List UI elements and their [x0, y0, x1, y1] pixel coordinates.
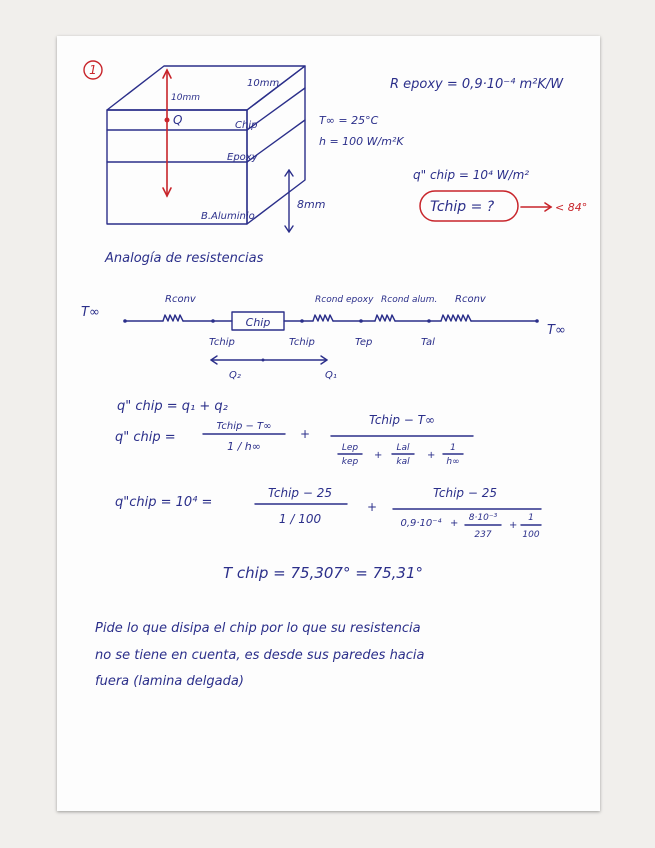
given-h: h = 100 W/m²K [319, 135, 404, 148]
svg-text:kep: kep [341, 457, 359, 467]
node-label-tchip-2: Tchip [289, 337, 315, 348]
left-dimension: 10mm [171, 93, 200, 103]
heat-label: Q [173, 113, 183, 127]
equation-general [115, 413, 473, 467]
r-cond-epoxy-label: Rcond epoxy [315, 295, 374, 305]
svg-text:0,9·10⁻⁴: 0,9·10⁻⁴ [400, 518, 442, 529]
result-t-chip: T chip = 75,307° = 75,31° [223, 564, 424, 582]
flow-q2: Q₂ [229, 370, 241, 381]
unknown-t-chip: Tchip = ? [430, 199, 495, 215]
r-conv-right-label: Rconv [455, 294, 486, 305]
svg-text:1 / 100: 1 / 100 [278, 512, 322, 526]
note-line-3: fuera (lamina delgada) [95, 674, 244, 689]
note-line-1: Pide lo que disipa el chip por lo que su resistencia [95, 621, 421, 636]
top-dimension: 10mm [247, 78, 280, 89]
svg-text:1: 1 [450, 443, 456, 453]
svg-text:Tchip − 25: Tchip − 25 [433, 486, 497, 500]
t-inf-left: T∞ [81, 305, 100, 320]
svg-text:q"chip = 10⁴ =: q"chip = 10⁴ = [115, 495, 213, 510]
layered-block-diagram [107, 66, 305, 232]
svg-text:+: + [450, 518, 459, 529]
note-line-2: no se tiene en cuenta, es desde sus paredes hacia [95, 648, 425, 663]
given-t-inf: T∞ = 25°C [319, 114, 379, 127]
handwritten-solution [57, 36, 600, 811]
resistance-circuit [123, 312, 539, 364]
node-label-tchip-1: Tchip [209, 337, 235, 348]
layer-chip-label: Chip [235, 120, 258, 131]
svg-text:Tchip − 25: Tchip − 25 [268, 486, 332, 500]
node-label-tal: Tal [421, 337, 435, 348]
problem-number [84, 61, 102, 79]
svg-text:+: + [427, 450, 436, 461]
constraint-note: < 84° [555, 201, 588, 214]
svg-text:+: + [367, 500, 378, 514]
svg-text:+: + [300, 427, 311, 441]
t-inf-right: T∞ [547, 323, 566, 338]
r-cond-alum-label: Rcond alum. [381, 295, 438, 305]
svg-text:+: + [374, 450, 383, 461]
svg-text:1: 1 [89, 63, 97, 77]
svg-text:100: 100 [522, 530, 540, 540]
given-r-epoxy: R epoxy = 0,9·10⁻⁴ m²K/W [390, 77, 564, 92]
equation-numeric [115, 486, 541, 540]
layer-aluminum-label: B.Aluminio [201, 211, 255, 222]
svg-text:kal: kal [396, 457, 410, 467]
svg-text:Tchip − T∞: Tchip − T∞ [216, 421, 272, 432]
svg-text:1 / h∞: 1 / h∞ [227, 440, 261, 453]
flow-q1: Q₁ [325, 370, 337, 381]
notebook-page [57, 36, 600, 811]
svg-text:+: + [509, 520, 518, 531]
svg-text:Lal: Lal [396, 443, 410, 453]
svg-text:237: 237 [474, 530, 492, 540]
layer-epoxy-label: Epoxy [227, 152, 258, 163]
node-label-tep: Tep [355, 337, 373, 348]
chip-box-label: Chip [245, 316, 271, 329]
svg-text:1: 1 [528, 513, 534, 523]
svg-text:8·10⁻³: 8·10⁻³ [468, 513, 498, 523]
given-q-chip: q" chip = 10⁴ W/m² [413, 168, 530, 182]
svg-text:Tchip − T∞: Tchip − T∞ [368, 413, 436, 427]
height-dimension: 8mm [297, 198, 326, 211]
equation-sum: q" chip = q₁ + q₂ [117, 399, 228, 414]
r-conv-left-label: Rconv [165, 294, 196, 305]
svg-text:h∞: h∞ [446, 457, 460, 467]
analogy-title: Analogía de resistencias [105, 251, 264, 266]
svg-text:q" chip =: q" chip = [115, 430, 176, 445]
svg-text:Lep: Lep [341, 443, 359, 453]
